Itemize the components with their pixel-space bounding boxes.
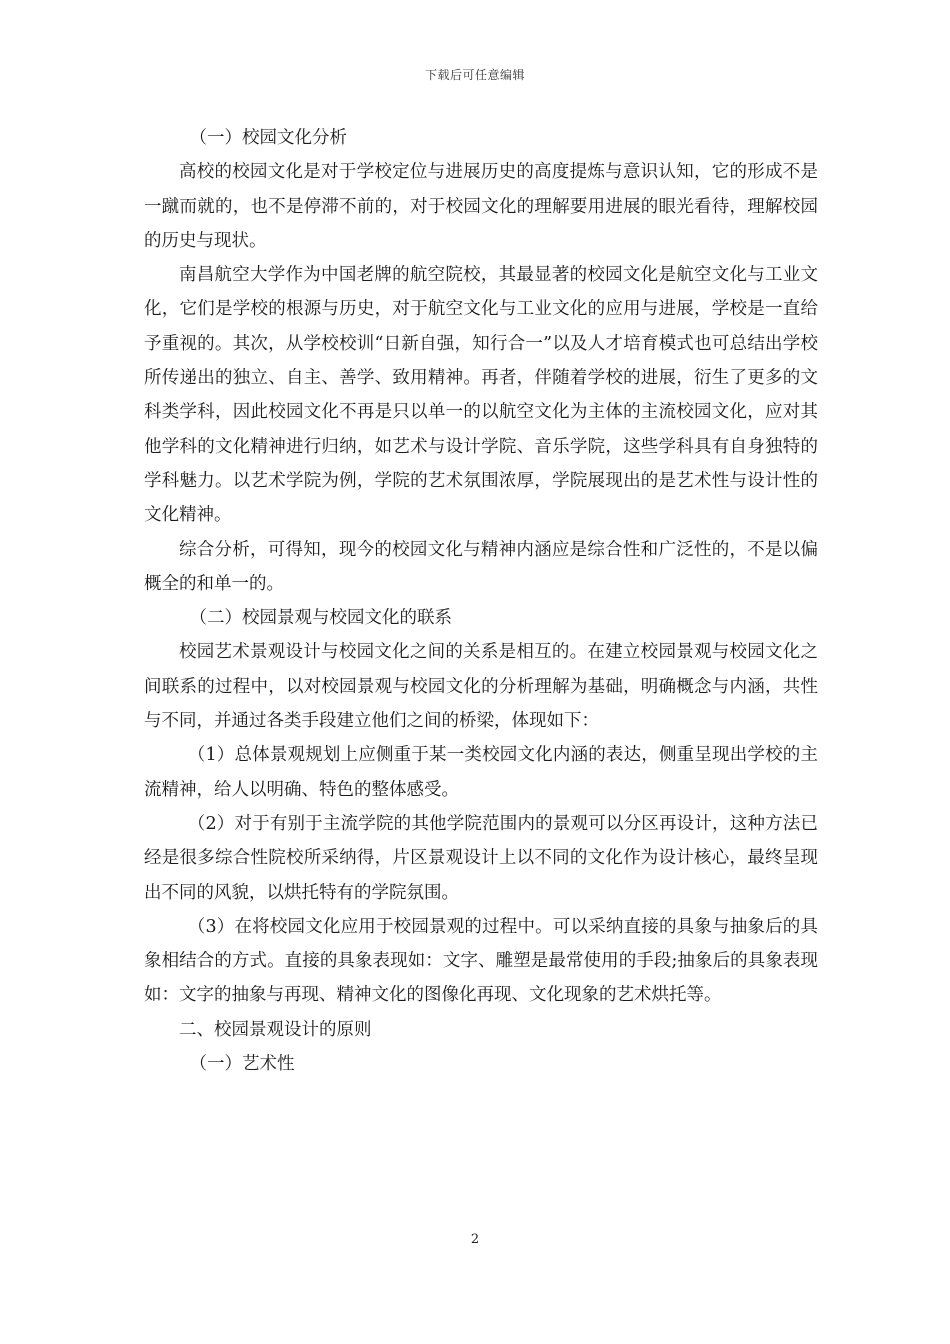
body-paragraph: 综合分析，可得知，现今的校园文化与精神内涵应是综合性和广泛性的，不是以偏概全的和单一的。 xyxy=(144,539,818,594)
numbered-paragraph: （3）在将校园文化应用于校园景观的过程中。可以采纳直接的具象与抽象后的具象相结合的方式。直接的具象表现如：文字、雕塑是最常使用的手段;抽象后的具象表现如：文字的抽象与再现、精神文化的图像化再现、文化现象的艺术烘托等。 xyxy=(144,916,818,1006)
body-paragraph: 高校的校园文化是对于学校定位与进展历史的高度提炼与意识认知，它的形成不是一蹴而就的，也不是停滞不前的，对于校园文化的理解要用进展的眼光看待，理解校园的历史与现状。 xyxy=(144,162,818,251)
numbered-paragraph: （2）对于有别于主流学院的其他学院范围内的景观可以分区再设计，这种方法已经是很多综合性院校所采纳得，片区景观设计上以不同的文化作为设计核心，最终呈现出不同的风貌，以烘托特有的学院氛围。 xyxy=(144,813,818,903)
body-paragraph: 南昌航空大学作为中国老牌的航空院校，其最显著的校园文化是航空文化与工业文化，它们是学校的根源与历史，对于航空文化与工业文化的应用与进展，学校是一直给予重视的。其次，从学校校训“日新自强，知行合一”以及人才培育模式也可总结出学校所传递出的独立、自主、善学、致用精神。再者，伴随着学校的进展，衍生了更多的文科类学科，因此校园文化不再是只以单一的以航空文化为主体的主流校园文化，应对其他学科的文化精神进行归纳，如艺术与设计学院、音乐学院，这些学科具有自身独特的学科魅力。以艺术学院为例，学院的艺术氛围浓厚，学院展现出的是艺术性与设计性的文化精神。 xyxy=(144,265,818,526)
numbered-paragraph: （1）总体景观规划上应侧重于某一类校园文化内涵的表达，侧重呈现出学校的主流精神，给人以明确、特色的整体感受。 xyxy=(144,745,818,800)
chapter-heading: 二、校园景观设计的原则 xyxy=(179,1019,372,1040)
section-heading: （二）校园景观与校园文化的联系 xyxy=(189,608,452,629)
page-header: 下载后可任意编辑 xyxy=(424,68,525,82)
body-paragraph: 校园艺术景观设计与校园文化之间的关系是相互的。在建立校园景观与校园文化之间联系的过程中，以对校园景观与校园文化的分析理解为基础，明确概念与内涵，共性与不同，并通过各类手段建立他们之间的桥梁，体现如下： xyxy=(144,642,818,732)
page-number: 2 xyxy=(470,1232,480,1247)
section-heading: （一）艺术性 xyxy=(189,1054,295,1075)
document-body xyxy=(144,121,818,1081)
section-heading: （一）校园文化分析 xyxy=(189,128,347,148)
